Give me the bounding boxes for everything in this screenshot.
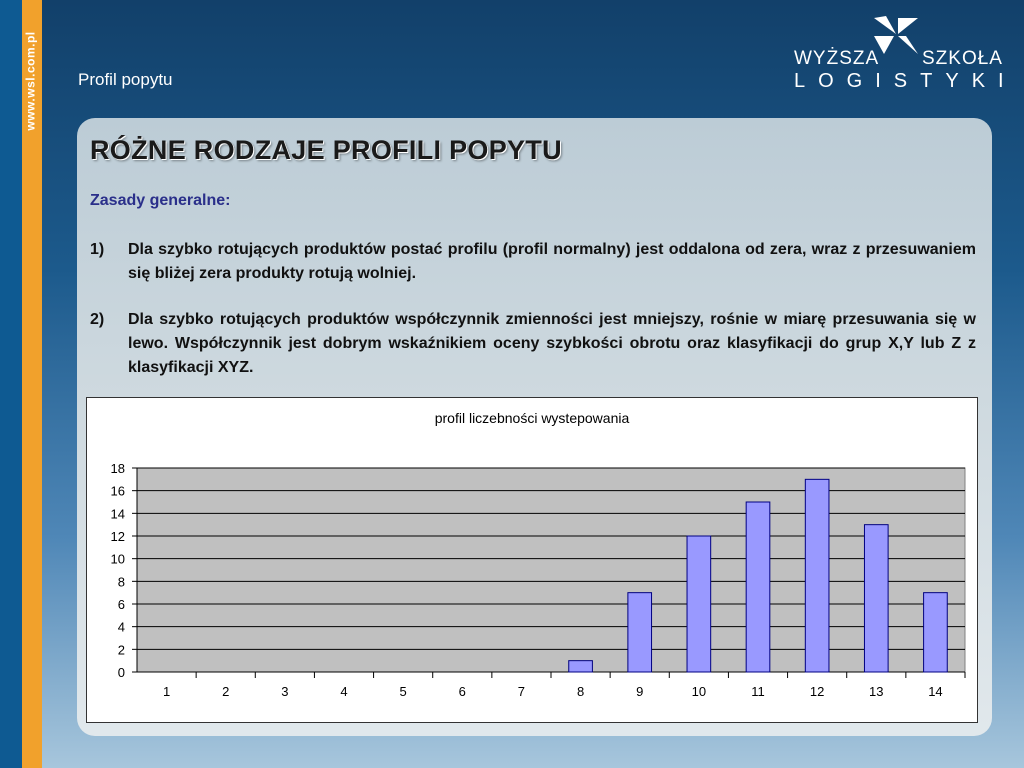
x-tick-label: 12 bbox=[809, 684, 825, 699]
x-tick-label: 7 bbox=[517, 684, 526, 699]
bar bbox=[805, 479, 829, 672]
x-tick-label: 5 bbox=[399, 684, 407, 699]
y-tick-label: 2 bbox=[117, 642, 125, 658]
chart-container bbox=[86, 397, 978, 723]
x-tick-label: 3 bbox=[281, 684, 289, 699]
y-tick-label: 6 bbox=[117, 597, 125, 612]
x-tick-label: 6 bbox=[458, 684, 466, 699]
list-item-number: 2) bbox=[90, 311, 105, 328]
bar bbox=[746, 502, 770, 672]
bar bbox=[628, 593, 652, 672]
slide-title: RÓŻNE RODZAJE PROFILI POPYTU bbox=[90, 135, 562, 165]
x-tick-label: 9 bbox=[636, 684, 644, 699]
plot-area bbox=[137, 468, 965, 672]
x-tick-label: 10 bbox=[691, 684, 707, 699]
y-tick-label: 0 bbox=[117, 665, 125, 680]
sidebar-stripe-blue bbox=[0, 0, 22, 768]
list-item-number: 1) bbox=[90, 241, 105, 258]
bar bbox=[864, 525, 888, 672]
y-tick-label: 10 bbox=[110, 551, 125, 567]
bar bbox=[924, 593, 948, 672]
bar-chart bbox=[87, 398, 977, 722]
chart-title: profil liczebności wystepowania bbox=[434, 410, 630, 426]
x-tick-label: 8 bbox=[576, 684, 585, 699]
y-tick-label: 8 bbox=[117, 574, 125, 590]
x-tick-label: 2 bbox=[222, 684, 230, 699]
list-item-text: Dla szybko rotujących produktów współczynnik zmienności jest mniejszy, rośnie w miarę przesuwania się w lewo. Współczynnik jest dobrym wskaźnikiem oceny szybkości obrotu oraz klasyfikacji do grup X,Y lub Z z klasyfikacji XYZ. bbox=[128, 311, 976, 376]
y-tick-label: 16 bbox=[110, 483, 125, 499]
logo-word-right: SZKOŁA bbox=[922, 48, 1003, 69]
x-tick-label: 4 bbox=[340, 684, 348, 699]
y-tick-label: 18 bbox=[110, 461, 125, 476]
x-tick-label: 11 bbox=[751, 684, 765, 699]
bar bbox=[569, 661, 593, 672]
bar bbox=[687, 536, 711, 672]
header-title: Profil popytu bbox=[78, 70, 173, 89]
x-tick-label: 13 bbox=[869, 684, 884, 699]
x-tick-label: 14 bbox=[928, 684, 943, 699]
logo-word-left: WYŻSZA bbox=[794, 48, 880, 69]
school-logo bbox=[790, 16, 1017, 96]
y-tick-label: 12 bbox=[110, 529, 125, 544]
y-tick-label: 14 bbox=[110, 506, 125, 522]
list-item-text: Dla szybko rotujących produktów postać profilu (profil normalny) jest oddalona od zera, wraz z przesuwaniem się bliżej zera produkty rotują wolniej. bbox=[128, 241, 976, 282]
sidebar-url-text: www.wsl.com.pl bbox=[24, 31, 38, 131]
y-tick-label: 4 bbox=[117, 619, 125, 635]
logo-line2: LOGISTYKI bbox=[794, 70, 1017, 92]
sidebar-url bbox=[21, 6, 41, 156]
x-tick-label: 1 bbox=[162, 684, 171, 699]
slide-subtitle: Zasady generalne: bbox=[90, 192, 231, 209]
